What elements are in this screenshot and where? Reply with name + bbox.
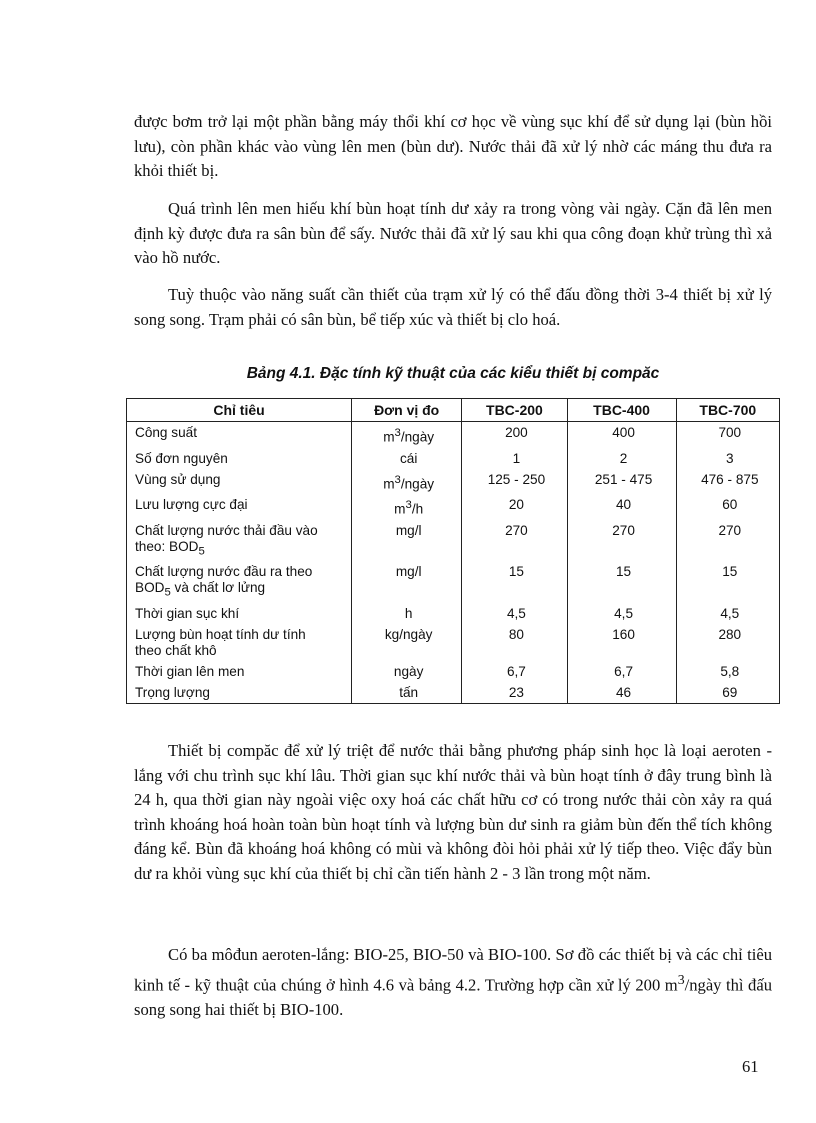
unit-cell — [352, 469, 462, 495]
value-cell: 4,5 — [567, 603, 676, 624]
unit-text: ngày — [393, 664, 424, 680]
unit-text: mg/l — [395, 522, 422, 538]
criterion-cell — [127, 682, 352, 704]
paragraph-text: Thiết bị compăc để xử lý triệt để nước thải bằng phương pháp sinh học là loại aeroten - lắng với chu trình sục khí lâu. Thời gian sục khí nước thải và bùn hoạt tính ở đây trung bình là 24 h, qua thời gian này ngoài việc oxy hoá các chất hữu cơ có trong nước thải còn xảy ra quá trình khoáng hoá hoàn toàn bùn hoạt tính và lượng bùn dư sinh ra giảm bùn đến thể tích không đáng kể. Bùn đã khoáng hoá không có mùi và không đòi hỏi phải xử lý tiếp theo. Việc đẩy bùn dư ra khỏi vùng sục khí của thiết bị chỉ cần tiến hành 2 - 3 lần trong một năm. — [134, 741, 772, 883]
header-cell: Đơn vị đo — [352, 399, 462, 422]
compact-equipment-table — [126, 398, 780, 704]
criterion-label-cont: theo: BOD — [135, 538, 199, 554]
table-row — [127, 561, 780, 603]
paragraph-text: Tuỳ thuộc vào năng suất cần thiết của trạm xử lý có thể đấu đồng thời 3-4 thiết bị xử lý song song. Trạm phải có sân bùn, bể tiếp xúc và thiết bị clo hoá. — [134, 285, 772, 329]
unit-text: mg/l — [395, 564, 422, 580]
value-cell: 700 — [676, 422, 779, 448]
header-cell: Chỉ tiêu — [127, 399, 352, 422]
table-body — [127, 422, 780, 704]
unit-cell — [352, 448, 462, 469]
unit-cell — [352, 520, 462, 562]
value-cell: 15 — [567, 561, 676, 603]
paragraph-bio-modules — [134, 943, 772, 1022]
criterion-label: Thời gian sục khí — [135, 606, 240, 622]
criterion-cell — [127, 469, 352, 495]
unit-cell — [352, 661, 462, 682]
paragraph-fermentation — [134, 197, 772, 271]
table-row — [127, 661, 780, 682]
criterion-cell — [127, 603, 352, 624]
value-cell: 46 — [567, 682, 676, 704]
table-row — [127, 494, 780, 520]
value-cell: 6,7 — [567, 661, 676, 682]
criterion-label: Số đơn nguyên — [135, 450, 228, 466]
unit-text: tấn — [399, 685, 419, 701]
criterion-cell — [127, 624, 352, 661]
superscript: 3 — [394, 473, 401, 486]
paragraph-continued: được bơm trở lại một phần bằng máy thổi khí cơ học về vùng sục khí để sử dụng lại (bùn hồi lưu), còn phần khác vào vùng lên men (bùn dư). Nước thải đã xử lý nhờ các máng thu đưa ra khỏi thiết bị. — [134, 112, 772, 180]
criterion-label: Chất lượng nước thải đầu vào — [135, 522, 318, 538]
paragraph-text: Có ba môđun aeroten-lắng: BIO-25, BIO-50 và BIO-100. Sơ đồ các thiết bị và các chỉ tiêu kinh tế - kỹ thuật của chúng ở hình 4.6 và bảng 4.2. Trường hợp cần xử lý 200 m — [134, 945, 772, 995]
unit-cell — [352, 624, 462, 661]
value-cell: 476 - 875 — [676, 469, 779, 495]
superscript: 3 — [677, 971, 685, 987]
unit-text: kg/ngày — [384, 627, 433, 643]
criterion-label-cont: BOD — [135, 580, 165, 596]
unit-text-rest: /ngày — [400, 476, 435, 492]
unit-text: h — [404, 606, 413, 622]
table-row — [127, 603, 780, 624]
criterion-label: Lưu lượng cực đại — [135, 497, 248, 513]
table-header-row — [127, 399, 780, 422]
unit-cell — [352, 682, 462, 704]
table-row — [127, 520, 780, 562]
criterion-cell — [127, 561, 352, 603]
value-cell: 4,5 — [462, 603, 567, 624]
value-cell: 5,8 — [676, 661, 779, 682]
value-cell: 2 — [567, 448, 676, 469]
value-cell: 400 — [567, 422, 676, 448]
value-cell: 160 — [567, 624, 676, 661]
unit-cell — [352, 561, 462, 603]
value-cell: 15 — [462, 561, 567, 603]
unit-text: cái — [399, 450, 418, 466]
table-row — [127, 624, 780, 661]
superscript: 3 — [394, 427, 401, 439]
subscript: 5 — [164, 587, 171, 600]
unit-text-rest: /ngày — [400, 429, 435, 445]
unit-cell — [352, 494, 462, 520]
criterion-label-cont: theo chất khô — [135, 643, 217, 659]
table-caption: Bảng 4.1. Đặc tính kỹ thuật của các kiểu thiết bị compăc — [246, 365, 660, 382]
criterion-label: Công suất — [135, 425, 197, 440]
criterion-cell — [127, 661, 352, 682]
value-cell: 125 - 250 — [462, 469, 567, 495]
criterion-cell — [127, 520, 352, 562]
value-cell: 20 — [462, 494, 567, 520]
paragraph-parallel-units — [134, 283, 772, 332]
unit-cell — [352, 603, 462, 624]
value-cell: 270 — [567, 520, 676, 562]
value-cell: 280 — [676, 624, 779, 661]
subscript: 5 — [198, 545, 205, 558]
unit-cell — [352, 422, 462, 448]
table-row — [127, 448, 780, 469]
value-cell: 270 — [676, 520, 779, 562]
value-cell: 60 — [676, 494, 779, 520]
header-cell: TBC-700 — [676, 399, 779, 422]
criterion-label: Vùng sử dụng — [135, 471, 221, 487]
page-number: 61 — [742, 1057, 759, 1076]
superscript: 3 — [405, 499, 412, 512]
paragraph-text: Quá trình lên men hiếu khí bùn hoạt tính dư xảy ra trong vòng vài ngày. Cặn đã lên men định kỳ được đưa ra sân bùn để sấy. Nước thải đã xử lý sau khi qua công đoạn khử trùng thì xả vào hồ nước. — [134, 199, 772, 267]
value-cell: 251 - 475 — [567, 469, 676, 495]
value-cell: 3 — [676, 448, 779, 469]
criterion-label-rest: và chất lơ lửng — [170, 580, 266, 596]
value-cell: 15 — [676, 561, 779, 603]
unit-text: m — [383, 429, 395, 445]
criterion-label: Thời gian lên men — [135, 664, 245, 680]
criterion-label: Trọng lượng — [135, 685, 210, 701]
value-cell: 23 — [462, 682, 567, 704]
value-cell: 4,5 — [676, 603, 779, 624]
paragraph-text: /ngày thì đấu song song hai thiết bị BIO-100. — [134, 975, 773, 1019]
value-cell: 1 — [462, 448, 567, 469]
unit-text: m — [394, 501, 406, 517]
value-cell: 40 — [567, 494, 676, 520]
paragraph-compact-equipment — [134, 739, 772, 886]
value-cell: 80 — [462, 624, 567, 661]
value-cell: 270 — [462, 520, 567, 562]
value-cell: 200 — [462, 422, 567, 448]
table-row — [127, 682, 780, 704]
unit-text-rest: /h — [411, 501, 424, 517]
unit-text: m — [383, 476, 395, 492]
table-row — [127, 469, 780, 495]
header-cell: TBC-200 — [462, 399, 567, 422]
criterion-cell — [127, 448, 352, 469]
value-cell: 69 — [676, 682, 779, 704]
criterion-cell — [127, 422, 352, 448]
value-cell: 6,7 — [462, 661, 567, 682]
table-row — [127, 422, 780, 448]
header-cell: TBC-400 — [567, 399, 676, 422]
criterion-label: Chất lượng nước đầu ra theo — [135, 564, 313, 580]
criterion-cell — [127, 494, 352, 520]
criterion-label: Lượng bùn hoạt tính dư tính — [135, 627, 306, 643]
